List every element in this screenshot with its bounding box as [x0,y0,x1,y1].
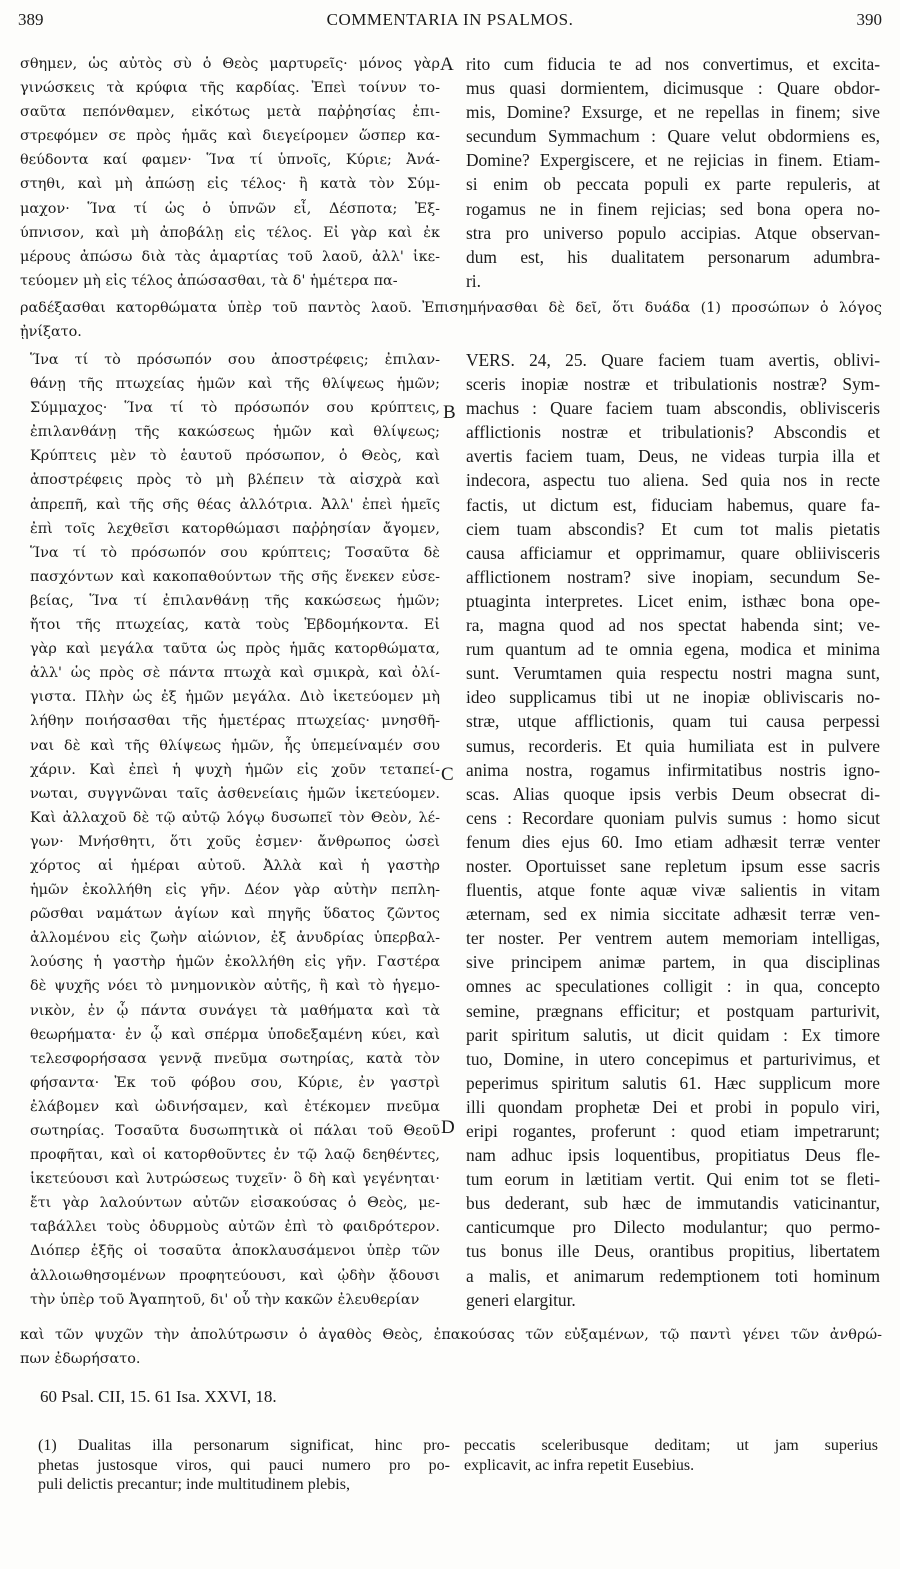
text-line: ciem tuam abscondis? Et cum tot malis pietatis [466,518,880,539]
text-line: ἡμῶν ἐκολλήθη εἰς γῆν. Δέον γὰρ αὐτὴν πεπλη- [30,882,440,899]
text-line: ptuaginta interpretes. Licet enim, isthæc bona ope- [466,590,880,611]
latin-column-top [466,52,880,293]
text-line: (1) Dualitas illa personarum significat, hinc pro- [38,1437,450,1454]
text-line: νωται, συγγνῶναι ταῖς ἀσθενείαις ἡμῶν ἱκετεύομεν. [30,785,440,802]
text-line: secundum Symmachum : Quare velut obdormiens es, [466,126,880,147]
footnote-references: 60 Psal. CII, 15. 61 Isa. XXVI, 18. [40,1387,277,1406]
text-line: generi elargitur. [466,1289,576,1310]
text-line: stræ, utque afflictionis, quam tui causa perpessi [466,711,880,732]
text-line: afflictionis nostræ et tribulationis? Abscondis et [466,422,880,443]
text-line: ἀπρεπῆ, καὶ τῆς σῆς θέας ἀλλότρια. Ἀλλ' ἐπεὶ ἡμεῖς [30,496,440,513]
page-header [18,6,882,36]
text-line: λήθην ποιήσασθαι τῆς ἡμετέρας πτωχείας· μνησθῆ- [30,713,440,730]
text-line: τελεσφορήσασα γεννᾷ πνεῦμα σωτηρίας, κατὰ τὸν [30,1050,440,1067]
text-line: dum est, his dualitatem personarum adumbra- [466,246,880,267]
text-line: γιστα. Πλὴν ὡς ἐξ ἡμῶν μεγάλα. Διὸ ἱκετεύομεν μὴ [30,689,440,706]
text-line: anima nostra, rogamus infirmitatibus nostris igno- [466,759,880,780]
greek-full-width-1 [20,296,882,344]
text-line: semine, prægnans efficitur; et postquam parturivit, [466,1000,880,1021]
text-line: ἱκετεύουσι καὶ λυτρώσεως τυχεῖν· ὃ δὴ καὶ γεγένηται· [30,1171,440,1188]
text-line: peccatis sceleribusque deditam; ut jam superius [464,1437,878,1454]
text-line: ἤτοι τῆς πτωχείας, κατὰ τοὺς Ἑβδομήκοντα. Εἰ [30,617,440,634]
text-line: æternam, sed ex nimia siccitate adhæsit terræ ven- [466,904,880,925]
text-line: ἔτι γὰρ λαλούντων αὐτῶν εἰσακούσας ὁ Θεὸς, με- [30,1195,440,1212]
text-line: stra pro universo populo accipias. Atque observan- [466,222,880,243]
text-line: peperimus spiritum salutis 61. Hæc supplicum more [466,1072,880,1093]
text-line: τεύομεν μὴ εἰς τέλος ἀπώσασθαι, τὰ δ' ἡμέτερα πα- [20,272,398,289]
text-line: factis, ut dictum est, fiduciam habemus, quare fa- [466,494,880,515]
note-right-column [464,1436,878,1475]
text-line: χάριν. Καὶ ἐπεὶ ἡ ψυχὴ ἡμῶν εἰς χοῦν τεταπεί- [30,761,440,778]
text-line: a malis, et animarum redemptionem toti hominum [466,1265,880,1286]
text-line: θάνῃ τῆς πτωχείας ἡμῶν καὶ τῆς θλίψεως ἡμῶν; [30,376,440,393]
text-line: ἐλάβομεν καὶ ὠδινήσαμεν, καὶ ἐτέκομεν πνεῦμα [30,1098,440,1115]
text-line: Κρύπτεις μὲν τὸ ἑαυτοῦ πρόσωπον, ὁ Θεὸς, καὶ [30,448,440,465]
text-line: phetas justosque viros, qui pauci numero pro po- [38,1456,450,1474]
greek-full-width-2 [20,1323,882,1371]
text-line: στρεφόμεν σε πρὸς ἡμᾶς καὶ διεγείρομεν ὥσπερ κα- [20,128,440,145]
text-line: μαχον· Ἵνα τί ὡς ὁ ὑπνῶν εἶ, Δέσποτα; Ἐξ- [20,200,440,217]
text-line: θεύδοντα καί φαμεν· Ἵνα τί ὑπνοῖς, Κύριε; Ἀνά- [20,152,440,169]
text-line: mis, Domine? Exsurge, et ne repellas in finem; sive [466,102,880,123]
text-line: tum eorum in lætitiam vertit. Qui enim tot se fleti- [466,1169,880,1190]
text-line: χόρτος αἱ ἡμέραι αὐτοῦ. Ἀλλὰ καὶ ἡ γαστὴρ [30,857,440,874]
text-line: canticumque pro Dilecto modulantur; quo permo- [466,1217,880,1238]
text-line: δὲ ψυχῆς νόει τὸ μνημονικὸν αὐτῆς, ἢ καὶ τὸ ἡγεμο- [30,978,440,995]
text-line: puli delictis precantur; inde multitudinem plebis, [38,1476,350,1493]
text-line: γινώσκεις τὰ κρύφια τῆς καρδίας. Ἐπεὶ τοίνυν το- [20,80,440,97]
text-line: ri. [466,270,481,291]
text-line: explicavit, ac infra repetit Eusebius. [464,1456,695,1474]
text-line: omnes ac speculationes colligit : in qua, concepto [466,976,880,997]
text-line: προφῆται, καὶ οἱ κατορθοῦντες ἐν τῷ λαῷ δεηθέντες, [30,1147,440,1164]
text-line: γὰρ καὶ μεγάλα ταῦτα ὡς πρὸς ἡμᾶς κατορθώματα, [30,641,440,658]
text-line: sive principem animæ partem, in qua disciplinas [466,952,880,973]
text-line: ρῶσθαι ναμάτων ἁγίων καὶ πηγῆς ὕδατος ζῶντος [30,906,440,923]
margin-letter-b: B [443,402,456,423]
text-line: Διόπερ ἑξῆς οἱ τοσαῦτα ἀποκλαυσάμενοι ὑπὲρ τῶν [30,1243,440,1260]
text-line: Σύμμαχος· Ἵνα τί τὸ πρόσωπόν σου κρύπτεις, [30,400,440,417]
text-line: afflictionem nostram? sive inopiam, secundum Se- [466,566,880,587]
text-line: τὴν ὑπὲρ τοῦ Ἀγαπητοῦ, δι' οὗ τὴν κακῶν ἐλευθερίαν [30,1291,420,1308]
text-line: eripi rogantes, proferunt : quod etiam impetrarunt; [466,1121,880,1141]
text-line: rito cum fiducia te ad nos convertimus, et excita- [466,54,880,74]
text-line: γων· Μνήσθητι, ὅτι χοῦς ἐσμεν· ἄνθρωπος ὡσεὶ [30,833,440,850]
text-line: causa afficiamur et opprimamur, quare obliivisceris [466,542,880,563]
text-line: ideo supplicamus tibi ut ne inopiæ obliviscaris no- [466,687,880,708]
text-line: illi quondam prophetæ Dei et probi in populo viri, [466,1096,880,1117]
margin-letter-d: D [441,1117,455,1138]
text-line: ἀλλομένου εἰς ζωὴν αἰώνιον, ἐξ ἀνυδρίας ὑπερβαλ- [30,930,440,947]
text-line: si enim ob peccata populi ex parte repuleris, at [466,174,880,195]
greek-column-main [30,348,440,1312]
text-line: στηθι, καὶ μὴ ἀπώσῃ εἰς τέλος· ἢ κατὰ τὸν Σύμ- [20,176,440,193]
text-line: πασχόντων καὶ κακοπαθούντων τῆς σῆς ἕνεκεν εὐσε- [30,568,440,585]
text-line: ᾐνίξατο. [20,324,82,341]
text-line: ἀποστρέφεις πρὸς τὸ μὴ βλέπειν τὰ αἰσχρὰ καὶ [30,472,440,489]
text-line: tuo, Domine, in utero concepimus et parturivimus, et [466,1048,880,1069]
text-line: ἀλλοιωθησομένων προφητεύουσι, καὶ ᾠδὴν ᾄδουσι [30,1267,440,1284]
text-line: ἐπιλανθάνῃ τῆς κακώσεως ἡμῶν καὶ θλίψεως; [30,424,440,441]
text-line: ra, magna quod ad nos spectat habenda sint; ve- [466,615,880,636]
text-line: nam adhuc ipsis loquentibus, propitiatus Deus fle- [466,1145,880,1166]
note-left-column [38,1436,450,1495]
text-line: Domine? Expergiscere, et ne rejicias in finem. Etiam- [466,150,880,171]
text-line: indecora, aspectu tuo aliena. Sed quia nos in recte [466,470,880,491]
text-line: Ἵνα τί τὸ πρόσωπόν σου κρύπτεις; Τοσαῦτα δὲ [30,544,440,561]
text-line: parit spiritum salutis, ut dicit quidam : Ex timore [466,1024,880,1045]
text-line: scas. Alias quoque ipsis verbis Deum obsecrat di- [466,783,880,804]
text-line: fenum dies ejus 60. Imo etiam adhæsit terræ venter [466,831,880,852]
margin-letter-c: C [441,764,454,785]
text-line: λούσης ἡ γαστὴρ ἡμῶν ἐκολλήθη εἰς γῆν. Γαστέρα [30,954,440,971]
text-line: σωτηρίας. Τοσαῦτα δυσωπητικὰ οἱ πάλαι τοῦ Θεοῦ [30,1123,440,1139]
text-line: ύπνισον, καὶ μὴ ἀποβάλῃ εἰς τέλος. Εἰ γὰρ καὶ ἐκ [20,224,440,241]
text-line: fluentis, atque fonte aquæ vivæ salientis in vitam [466,880,880,901]
page-number-right: 390 [856,10,882,29]
latin-column-main [466,348,880,1312]
page-number-left: 389 [18,10,44,29]
text-line: machus : Quare faciem tuam abscondis, oblivisceris [466,398,880,419]
text-line: ταβάλλει τοὺς ὀδυρμοὺς αὐτῶν ἐπὶ τὸ φαιδρότερον. [30,1219,440,1236]
text-line: ἐπὶ τοῖς λεχθεῖσι κατορθώμασι παῤῥησίαν ἄγομεν, [30,520,440,537]
text-line: βείας, Ἵνα τί ἐπιλανθάνῃ τῆς κακώσεως ἡμῶν; [30,592,440,609]
text-line: bus dederant, sub hæc de immutandis vaticinantur, [466,1193,880,1214]
text-line: ter noster. Per ventrem autem memoriam intelligas, [466,928,880,949]
text-line: νικὸν, ἐν ᾧ πάντα συνάγει τὰ μαθήματα καὶ τὰ [30,1002,440,1019]
text-line: avertis faciem tuam, Deus, ne videas turpia illa et [466,446,880,467]
running-title: COMMENTARIA IN PSALMOS. [326,10,574,29]
text-line: θεωρήματα· ἐν ᾧ καὶ σπέρμα ὑποδεξαμένη κύει, καὶ [30,1026,440,1043]
greek-column-top [20,52,440,293]
text-line: Καὶ ἀλλαχοῦ δὲ τῷ αὐτῷ λόγῳ δυσωπεῖ τὸν Θεὸν, λέ- [30,809,440,826]
text-line: tus bonus ille Deus, orantibus propitius, libertatem [466,1241,880,1262]
text-line: σθημεν, ὡς αὐτὸς σὺ ὁ Θεὸς μαρτυρεῖς· μόνος γὰρ [20,56,440,72]
margin-letter-a: A [440,54,454,75]
text-line: cens : Recordare quoniam pulvis sumus : homo sicut [466,807,880,828]
text-line: ναι δὲ καὶ τῆς θλίψεως ἡμῶν, ἧς ὑπεμείναμέν σου [30,737,440,754]
text-line: rum quantum ad te omnia egena, modica et minima [466,639,880,660]
text-line: καὶ τῶν ψυχῶν τὴν ἀπολύτρωσιν ὁ ἀγαθὸς Θεὸς, ἐπακούσας τῶν εὐξαμένων, τῷ παντὶ γένει τῶν ἀνθρώ- [20,1327,882,1343]
text-line: πων ἐδωρήσατο. [20,1351,141,1368]
text-line: rogamus ne in finem rejicias; sed bona opera no- [466,198,880,219]
text-line: Ἵνα τί τὸ πρόσωπόν σου ἀποστρέφεις; ἐπιλαν- [30,352,440,368]
text-line: mus quasi dormientem, dicimusque : Quare obdor- [466,78,880,99]
text-line: φήσαντα· Ἐκ τοῦ φόβου σου, Κύριε, ἐν γαστρὶ [30,1074,440,1091]
text-line: VERS. 24, 25. Quare faciem tuam avertis, oblivi- [466,350,880,370]
text-line: sumus, recorderis. Et quia humiliata est in pulvere [466,735,880,756]
text-line: sunt. Verumtamen quia respectu nostri magna sunt, [466,663,880,684]
text-line: sceris inopiæ nostræ et tribulationis nostræ? Sym- [466,374,880,395]
text-line: μέρους ἀπώσω διὰ τὰς ἁμαρτίας τοῦ λαοῦ, ἀλλ' ἱκε- [20,248,440,265]
text-line: σαῦτα πεπόνθαμεν, εἰκότως μετὰ παῤῥησίας ἐπι- [20,104,440,121]
text-line: noster. Oportuisset sane repletum ipsum esse sacris [466,855,880,876]
text-line: ραδέξασθαι κατορθώματα ὑπὲρ τοῦ παντὸς λαοῦ. Ἐπισημήνασθαι δὲ δεῖ, ὅτι δυάδα (1) προσώπων ὁ λόγος [20,300,882,316]
text-line: ἀλλ' ὡς πρὸς σὲ πάντα πτωχὰ καὶ σμικρὰ, καὶ ὀλί- [30,665,440,682]
